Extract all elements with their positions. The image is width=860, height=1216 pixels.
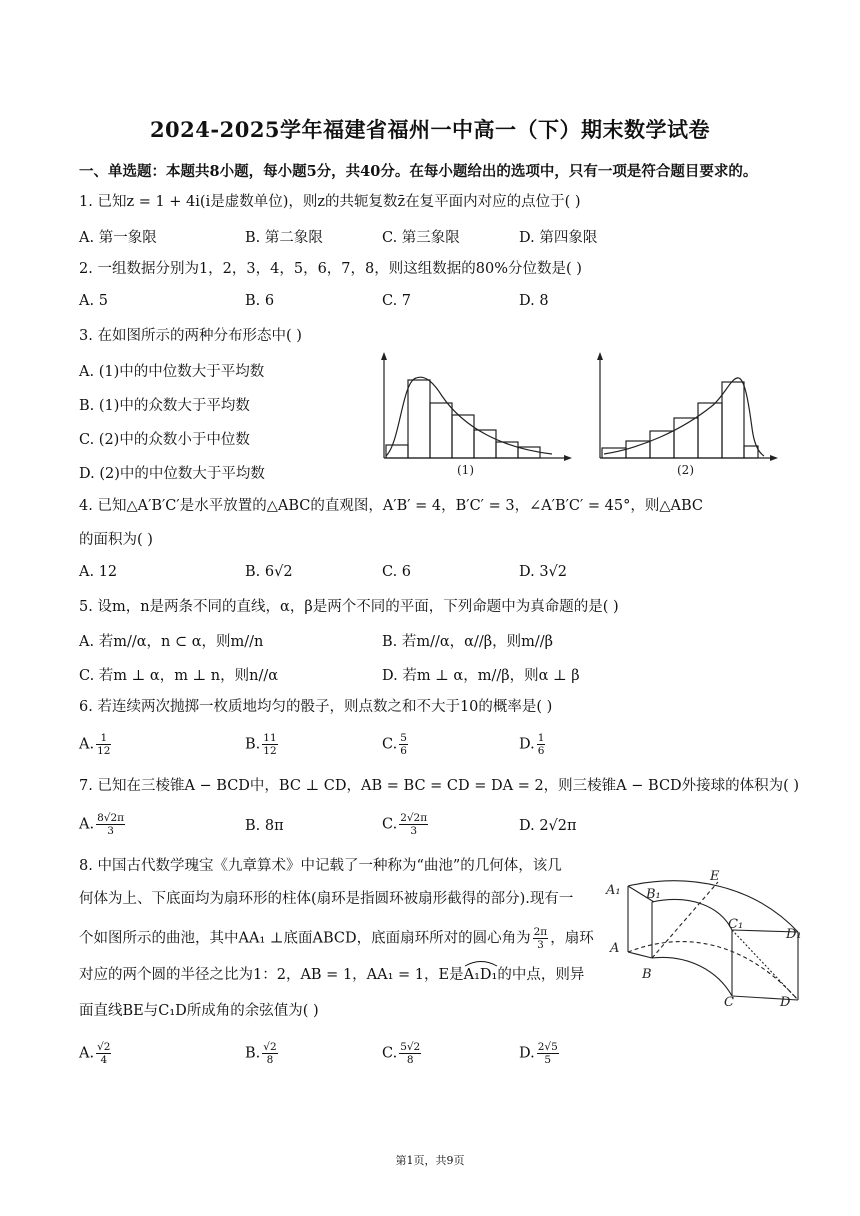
question-8-stem-line3 (79, 926, 594, 951)
label-A: A (610, 941, 620, 956)
q2-option-d[interactable]: D. 8 (519, 293, 549, 309)
q3-option-b[interactable]: B. (1)中的众数大于平均数 (79, 398, 250, 414)
option-prefix: C. (382, 1045, 398, 1062)
denominator: 5 (544, 1054, 552, 1066)
question-7-stem: 7. 已知在三棱锥A − BCD中，BC ⊥ CD，AB = BC = CD = DA = 2，则三棱锥A − BCD外接球的体积为( ) (79, 778, 800, 794)
denominator: 3 (107, 825, 114, 837)
q4-option-c[interactable]: C. 6 (382, 564, 412, 580)
q8-option-a[interactable] (79, 1041, 113, 1066)
line3-tail: ，扇环 (550, 930, 594, 947)
distribution-figure-1 (381, 352, 572, 461)
question-8-stem-line1: 8. 中国古代数学瑰宝《九章算术》中记载了一种称为“曲池”的几何体，该几 (79, 858, 562, 874)
denominator: 6 (537, 745, 545, 757)
page-title: 2024-2025学年福建省福州一中高一（下）期末数学试卷 (149, 117, 711, 142)
q7-option-b[interactable] (245, 818, 284, 834)
qu-chi-figure (600, 866, 810, 1012)
fraction (399, 812, 428, 837)
fraction (537, 732, 546, 757)
option-prefix: D. (519, 1045, 535, 1062)
denominator: 3 (537, 939, 544, 951)
denominator: 8 (406, 1054, 414, 1066)
figure-1-label: (1) (457, 463, 474, 477)
label-B1: B₁ (646, 887, 661, 902)
fraction (262, 1041, 277, 1066)
question-8-stem-line2: 何体为上、下底面均为扇环形的柱体(扇环是指圆环被扇形截得的部分).现有一 (79, 891, 574, 907)
q4-option-d[interactable]: D. 3√2 (519, 564, 568, 580)
option-value: 8π (264, 818, 284, 834)
arc-notation (464, 965, 498, 985)
numerator: 2π (533, 926, 548, 938)
question-1-stem: 1. 已知z = 1 + 4i(i是虚数单位)，则z的共轭复数z̄在复平面内对应的点位于( ) (79, 194, 581, 210)
option-prefix: B. (245, 736, 261, 753)
fraction (537, 1041, 559, 1066)
option-prefix: B. (245, 818, 261, 834)
q4-option-a[interactable]: A. 12 (79, 564, 118, 580)
denominator: 12 (263, 745, 277, 757)
q8-option-c[interactable] (382, 1041, 423, 1066)
option-prefix: C. (382, 736, 398, 753)
question-4-stem-line2: 的面积为( ) (79, 532, 153, 548)
q6-option-a[interactable] (79, 732, 113, 757)
question-5-stem: 5. 设m，n是两条不同的直线，α，β是两个不同的平面，下列命题中为真命题的是( ) (79, 599, 619, 615)
label-B: B (642, 967, 652, 982)
denominator: 3 (410, 825, 417, 837)
q1-option-b[interactable]: B. 第二象限 (245, 230, 323, 246)
arc-mark-icon (464, 959, 498, 967)
q7-option-a[interactable] (79, 812, 127, 837)
label-A1: A₁ (606, 883, 621, 898)
option-prefix: C. (382, 816, 398, 833)
figure-2-label: (2) (677, 463, 694, 477)
q7-option-d[interactable] (519, 818, 577, 834)
label-C1: C₁ (728, 917, 744, 932)
page-footer: 第1页，共9页 (395, 1154, 465, 1167)
question-3-stem: 3. 在如图所示的两种分布形态中( ) (79, 328, 302, 344)
q5-option-d[interactable]: D. 若m ⊥ α，m//β，则α ⊥ β (382, 668, 580, 684)
question-8-stem-line4 (79, 965, 584, 985)
q3-option-c[interactable]: C. (2)中的众数小于中位数 (79, 432, 250, 448)
option-prefix: A. (79, 1045, 95, 1062)
numerator: 2√5 (537, 1041, 558, 1053)
q6-option-b[interactable] (245, 732, 280, 757)
q8-option-d[interactable] (519, 1041, 561, 1066)
fraction (262, 732, 277, 757)
fraction (96, 732, 111, 757)
question-6-stem: 6. 若连续两次抛掷一枚质地均匀的骰子，则点数之和不大于10的概率是( ) (79, 699, 553, 715)
option-prefix: A. (79, 816, 95, 833)
q5-option-b[interactable]: B. 若m//α，α//β，则m//β (382, 634, 554, 650)
q1-option-a[interactable]: A. 第一象限 (79, 230, 157, 246)
q3-option-d[interactable]: D. (2)中的中位数大于平均数 (79, 466, 265, 482)
q8-option-b[interactable] (245, 1041, 280, 1066)
q2-option-a[interactable]: A. 5 (79, 293, 108, 309)
option-value: 2√2π (539, 818, 577, 834)
distribution-figures (372, 348, 782, 480)
q3-option-a[interactable]: A. (1)中的中位数大于平均数 (79, 364, 265, 380)
q2-option-b[interactable]: B. 6 (245, 293, 275, 309)
q2-option-c[interactable]: C. 7 (382, 293, 412, 309)
numerator: 11 (263, 732, 277, 744)
numerator: 8√2π (97, 812, 125, 824)
line4-text: 对应的两个圆的半径之比为1：2，AB = 1，AA₁ = 1，E是 (79, 967, 464, 983)
q7-option-c[interactable] (382, 812, 430, 837)
q1-option-c[interactable]: C. 第三象限 (382, 230, 460, 246)
question-2-stem: 2. 一组数据分别为1，2，3，4，5，6，7，8，则这组数据的80%分位数是( ) (79, 261, 582, 277)
option-prefix: D. (519, 818, 535, 834)
denominator: 12 (97, 745, 111, 757)
label-D: D (780, 995, 791, 1010)
denominator: 6 (400, 745, 407, 757)
fraction (399, 1041, 421, 1066)
option-prefix: B. (245, 1045, 261, 1062)
fraction (96, 1041, 111, 1066)
numerator: 5√2 (400, 1041, 421, 1053)
denominator: 8 (266, 1054, 274, 1066)
line3-text: 个如图所示的曲池，其中AA₁ ⊥底面ABCD，底面扇环所对的圆心角为 (79, 930, 531, 947)
q1-option-d[interactable]: D. 第四象限 (519, 230, 598, 246)
angle-fraction (533, 926, 549, 951)
question-8-stem-line5: 面直线BE与C₁D所成角的余弦值为( ) (79, 1003, 319, 1019)
section-heading: 一、单选题：本题共8小题，每小题5分，共40分。在每小题给出的选项中，只有一项是符合题目要求的。 (79, 163, 758, 180)
numerator: √2 (97, 1041, 111, 1053)
q5-option-c[interactable]: C. 若m ⊥ α，m ⊥ n，则n//α (79, 668, 279, 684)
arc-label: A₁D₁ (463, 967, 498, 983)
distribution-figure-2 (597, 352, 778, 461)
denominator: 4 (100, 1054, 108, 1066)
fraction (399, 732, 408, 757)
question-4-stem-line1: 4. 已知△A′B′C′是水平放置的△ABC的直观图，A′B′ = 4，B′C′ = 3，∠A′B′C′ = 45°，则△ABC (79, 498, 704, 514)
label-D1: D₁ (786, 927, 802, 942)
label-C: C (724, 995, 734, 1010)
q6-option-c[interactable] (382, 732, 410, 757)
numerator: 5 (400, 732, 407, 744)
numerator: 2√2π (400, 812, 428, 824)
line4-tail: 的中点，则异 (497, 967, 585, 983)
numerator: 1 (537, 732, 545, 744)
label-E: E (710, 869, 720, 884)
q4-option-b[interactable]: B. 6√2 (245, 564, 293, 580)
option-prefix: A. (79, 736, 95, 753)
numerator: 1 (96, 732, 111, 745)
q5-option-a[interactable]: A. 若m//α，n ⊂ α，则m//n (79, 634, 264, 650)
q6-option-d[interactable] (519, 732, 547, 757)
option-prefix: D. (519, 736, 535, 753)
numerator: √2 (263, 1041, 277, 1053)
fraction (96, 812, 125, 837)
